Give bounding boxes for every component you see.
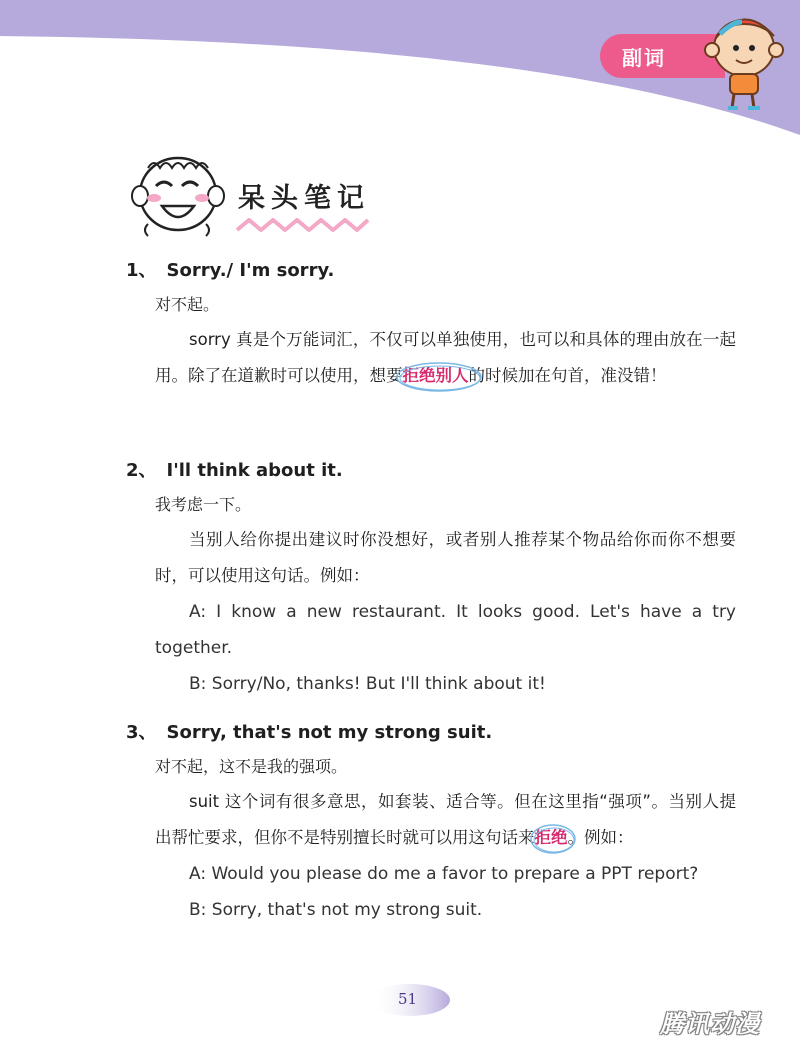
section-phrase: I'll think about it. bbox=[166, 460, 343, 481]
example-b: B: Sorry/No, thanks! But I'll think about it! bbox=[189, 674, 546, 694]
section-paragraph bbox=[155, 322, 736, 394]
section-number: 3、 bbox=[126, 722, 157, 743]
watermark: 腾讯动漫 bbox=[660, 1010, 760, 1038]
section-paragraph: 当别人给你提出建议时你没想好，或者别人推荐某个物品给你而你不想要时，可以使用这句话。例如： bbox=[155, 530, 736, 585]
highlight-text: 拒绝 bbox=[534, 828, 568, 847]
note-section-1 bbox=[126, 254, 736, 454]
note-section-3 bbox=[126, 716, 736, 928]
highlight-refuse bbox=[535, 828, 568, 847]
section-phrase: Sorry, that's not my strong suit. bbox=[166, 722, 493, 743]
cartoon-boy-icon bbox=[692, 8, 792, 112]
paragraph-text: 的时候加在句首，准没错！ bbox=[468, 366, 667, 385]
note-section-2 bbox=[126, 454, 736, 716]
paragraph-text: 。例如： bbox=[567, 828, 634, 847]
section-translation: 我考虑一下。 bbox=[155, 495, 252, 514]
example-b: B: Sorry, that's not my strong suit. bbox=[189, 900, 483, 920]
highlight-refuse-others bbox=[403, 366, 469, 385]
wave-decoration bbox=[235, 214, 370, 236]
example-a: A: I know a new restaurant. It looks good. Let's have a try together. bbox=[155, 602, 736, 658]
chapter-tab-label: 副词 bbox=[622, 46, 666, 70]
section-heading bbox=[126, 254, 736, 288]
section-number: 2、 bbox=[126, 460, 157, 481]
paragraph-text: suit 这个词有很多意思，如套装、适合等。但在这里指“强项”。当别人提出帮忙要求，但你不是特别擅长时就可以用这句话来 bbox=[155, 792, 736, 847]
section-translation: 对不起。 bbox=[155, 295, 220, 314]
section-number: 1、 bbox=[126, 260, 157, 281]
example-a: A: Would you please do me a favor to prepare a PPT report? bbox=[189, 864, 699, 884]
section-heading bbox=[126, 454, 736, 488]
notes-content bbox=[126, 254, 736, 928]
highlight-text: 拒绝别人 bbox=[402, 366, 469, 385]
section-translation: 对不起，这不是我的强项。 bbox=[155, 757, 348, 776]
section-phrase: Sorry./ I'm sorry. bbox=[166, 260, 335, 281]
section-paragraph bbox=[155, 784, 736, 856]
page-number: 51 bbox=[398, 990, 418, 1008]
notes-title: 呆头笔记 bbox=[238, 183, 370, 214]
laughing-face-icon bbox=[126, 146, 226, 241]
paragraph-text: sorry 真是个万能词汇，不仅可以单独使用，也可以和具体的理由放在一起用。除了在道歉时可以使用，想要 bbox=[155, 330, 736, 385]
section-heading bbox=[126, 716, 736, 750]
